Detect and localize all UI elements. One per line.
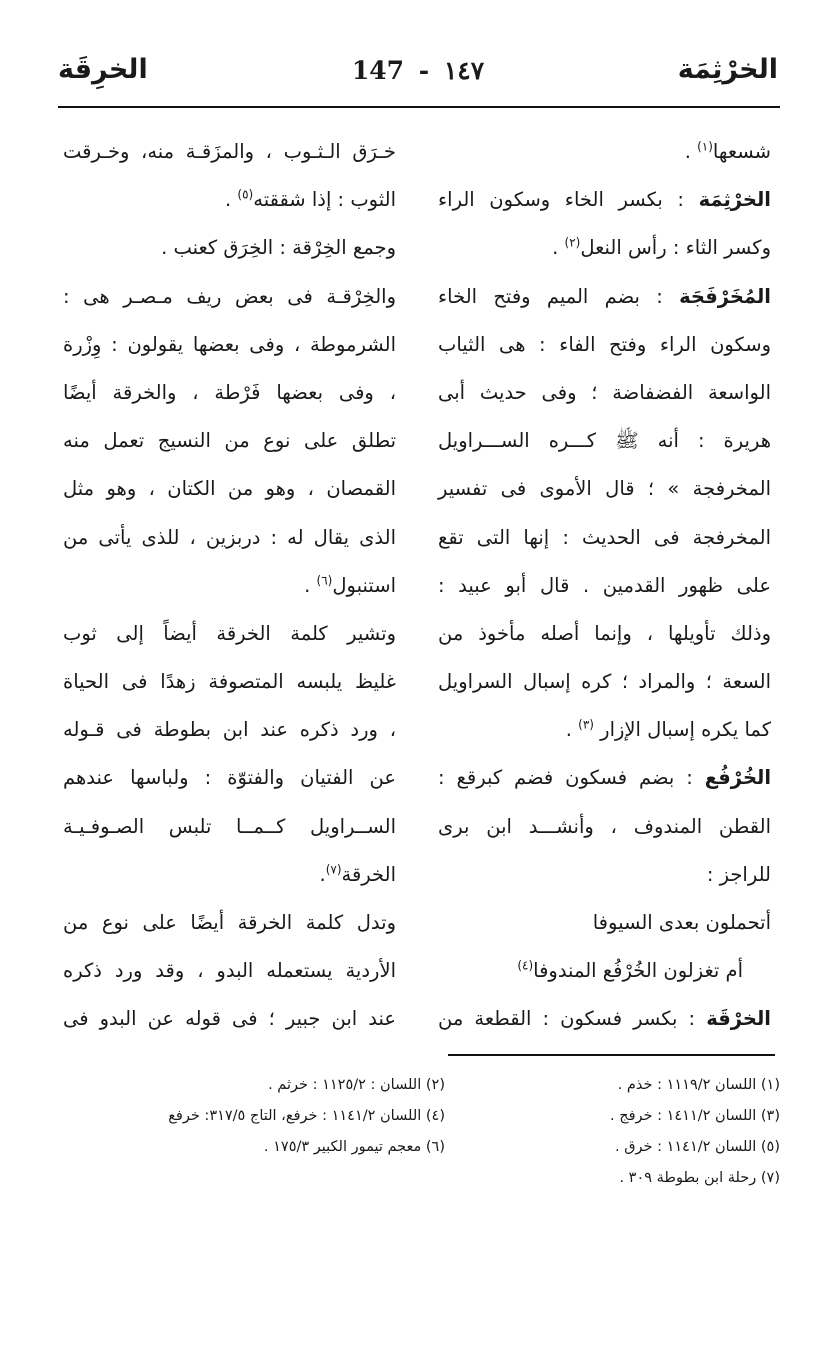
right-column xyxy=(438,128,771,1038)
entry-headword: المُخَرْفَجَة xyxy=(679,284,771,308)
text-run: غليظ يلبسه المتصوفة زهدًا فى الحياة xyxy=(63,670,396,694)
text-run: . xyxy=(319,862,326,886)
text-run: الشرموطة ، وفى بعضها يقولون : وِزْرة xyxy=(63,332,396,356)
text-run: . xyxy=(684,140,698,163)
text-run: القمصان ، وهو من الكتان ، وهو مثل xyxy=(63,477,396,501)
footnote-ref: (٦) xyxy=(316,573,333,588)
text-line xyxy=(63,899,396,947)
text-line xyxy=(438,417,771,465)
text-run: هريرة : أنه ﷺ كـــره الســـراويل xyxy=(438,429,771,453)
text-line xyxy=(63,273,396,321)
entry-headword: الخُرْفُع xyxy=(704,766,771,790)
text-run: الأردية يستعمله البدو ، وقد ورد ذكره xyxy=(63,959,396,983)
footnote: (٥) اللسان ١١٤١/٢ : خرق . xyxy=(615,1139,780,1155)
text-line xyxy=(438,273,771,321)
text-line xyxy=(63,947,396,995)
text-line xyxy=(63,465,396,513)
text-run: ، وفى بعضها فَرْطة ، والخرقة أيضًا xyxy=(63,380,396,404)
footnote-ref: (٤) xyxy=(517,958,534,973)
text-line xyxy=(63,176,396,224)
text-line xyxy=(63,610,396,658)
text-run: وسكون الراء وفتح الفاء : هى الثياب xyxy=(438,332,771,356)
entry-headword: الخرْثِمَة xyxy=(698,188,771,212)
footnote-row xyxy=(70,1101,780,1132)
footnote: (١) اللسان ١١١٩/٢ : خذم . xyxy=(617,1077,780,1093)
text-line xyxy=(63,562,396,610)
text-line xyxy=(438,947,771,995)
text-run: المخرفجة » ؛ قال الأموى فى تفسير xyxy=(438,477,771,501)
text-line xyxy=(438,514,771,562)
page-number-latin: 147 xyxy=(351,56,405,85)
footnotes xyxy=(70,1070,780,1194)
text-run: خـرَق الـثـوب ، والمزَقـة منه، وخـرقت xyxy=(63,140,396,163)
text-run: تطلق على نوع من النسيج تعمل منه xyxy=(63,429,396,453)
headword-last: الخرِقَة xyxy=(58,54,148,85)
footnote-ref: (٢) xyxy=(564,235,581,250)
text-run: : بكسر الخاء وسكون الراء xyxy=(438,188,699,212)
text-run: . xyxy=(225,188,238,212)
text-run: : بضم فسكون فضم كبرقع : xyxy=(438,766,705,790)
text-line xyxy=(438,851,771,899)
text-line xyxy=(438,369,771,417)
page-number xyxy=(58,56,778,85)
text-line xyxy=(63,224,396,272)
text-run: كما يكره إسبال الإزار xyxy=(593,718,771,742)
text-run: الثوب : إذا شققته xyxy=(253,188,396,212)
footnote-ref: (٥) xyxy=(237,187,254,202)
text-run: أم تغزلون الخُرْفُع المندوفا xyxy=(533,959,743,983)
text-run: شسعها xyxy=(712,140,771,163)
text-line xyxy=(438,562,771,610)
text-run: الخرقة xyxy=(341,862,396,886)
footnote-row xyxy=(70,1070,780,1101)
text-line xyxy=(438,321,771,369)
text-line xyxy=(438,706,771,754)
text-run: وتدل كلمة الخرقة أيضًا على نوع من xyxy=(63,911,396,934)
text-run: عند ابن جبير ؛ فى قوله عن البدو فى xyxy=(63,1007,396,1031)
text-run: وجمع الخِرْقة : الخِرَق كعنب . xyxy=(161,236,396,260)
text-run: . xyxy=(565,718,579,742)
footnote-row xyxy=(70,1163,780,1194)
text-line xyxy=(438,176,771,224)
text-line xyxy=(438,610,771,658)
text-line xyxy=(63,658,396,706)
headword-first: الخرْثِمَة xyxy=(677,54,778,85)
text-line xyxy=(438,995,771,1043)
text-line xyxy=(63,995,396,1043)
text-run: . xyxy=(304,573,317,597)
text-run: : بضم الميم وفتح الخاء xyxy=(438,284,680,308)
text-run: للراجز : xyxy=(706,862,771,886)
text-line xyxy=(438,224,771,272)
footnote-rule xyxy=(448,1054,775,1056)
text-line xyxy=(438,754,771,802)
text-run: وكسر الثاء : رأس النعل xyxy=(580,236,771,260)
text-run: والخِرْقـة فى بعض ريف مـصـر هى : xyxy=(63,284,396,308)
header-rule xyxy=(58,106,780,108)
page-number-arabic: ١٤٧ xyxy=(443,56,485,85)
page-number-dash: - xyxy=(418,56,430,85)
footnote: (٧) رحلة ابن بطوطة ٣٠٩ . xyxy=(619,1170,780,1186)
footnote: (٣) اللسان ١٤١١/٢ : خرفج . xyxy=(610,1108,780,1124)
text-line xyxy=(63,321,396,369)
text-line xyxy=(63,417,396,465)
entry-headword: الخرْقَة xyxy=(706,1007,771,1031)
running-header xyxy=(58,54,778,96)
footnote-ref: (٧) xyxy=(325,862,342,877)
text-line xyxy=(438,899,771,947)
text-run: : بكسر فسكون : القطعة من xyxy=(438,1007,707,1031)
footnote: (٢) اللسان : ١١٢٥/٢ : خرثم . xyxy=(268,1077,445,1093)
text-line xyxy=(63,851,396,899)
footnote-ref: (٣) xyxy=(578,717,594,732)
text-run: الواسعة الفضفاضة ؛ وفى حديث أبى xyxy=(438,380,771,404)
text-run: أتحملون بعدى السيوفا xyxy=(592,911,771,934)
text-line xyxy=(63,369,396,417)
text-line xyxy=(63,514,396,562)
text-run: الذى يقال له : دربزين ، للذى يأتى من xyxy=(63,525,396,549)
text-run: السعة ؛ والمراد ؛ كره إسبال السراويل xyxy=(438,670,771,694)
text-line xyxy=(438,658,771,706)
text-run: على ظهور القدمين . قال أبو عبيد : xyxy=(438,573,771,597)
text-run: عن الفتيان والفتوّة : ولباسها عندهم xyxy=(63,766,396,790)
footnote-ref: (١) xyxy=(697,139,713,154)
text-run: وتشير كلمة الخرقة أيضاً إلى ثوب xyxy=(63,621,396,645)
text-run: الســراويل كــمــا تلبس الصـوفـيـة xyxy=(63,814,396,838)
text-run: المخرفجة فى الحديث : إنها التى تقع xyxy=(438,525,771,549)
text-run: وذلك تأويلها ، وإنما أصله مأخوذ من xyxy=(438,621,771,645)
text-run: ، ورد ذكره عند ابن بطوطة فى قـوله xyxy=(63,718,396,742)
text-line xyxy=(438,465,771,513)
text-line xyxy=(63,754,396,802)
footnote: (٦) معجم تيمور الكبير ١٧٥/٣ . xyxy=(263,1139,445,1155)
text-line xyxy=(63,128,396,176)
text-run: . xyxy=(552,236,565,260)
text-line xyxy=(438,128,771,176)
footnote-row xyxy=(70,1132,780,1163)
left-column xyxy=(63,128,396,1038)
text-line xyxy=(63,706,396,754)
text-run: استنبول xyxy=(332,573,396,597)
text-line xyxy=(438,803,771,851)
text-line xyxy=(63,803,396,851)
footnote: (٤) اللسان ١١٤١/٢ : خرفع، التاج ٣١٧/٥: خرفع xyxy=(168,1108,445,1124)
text-run: القطن المندوف ، وأنشـــد ابن برى xyxy=(438,814,771,838)
